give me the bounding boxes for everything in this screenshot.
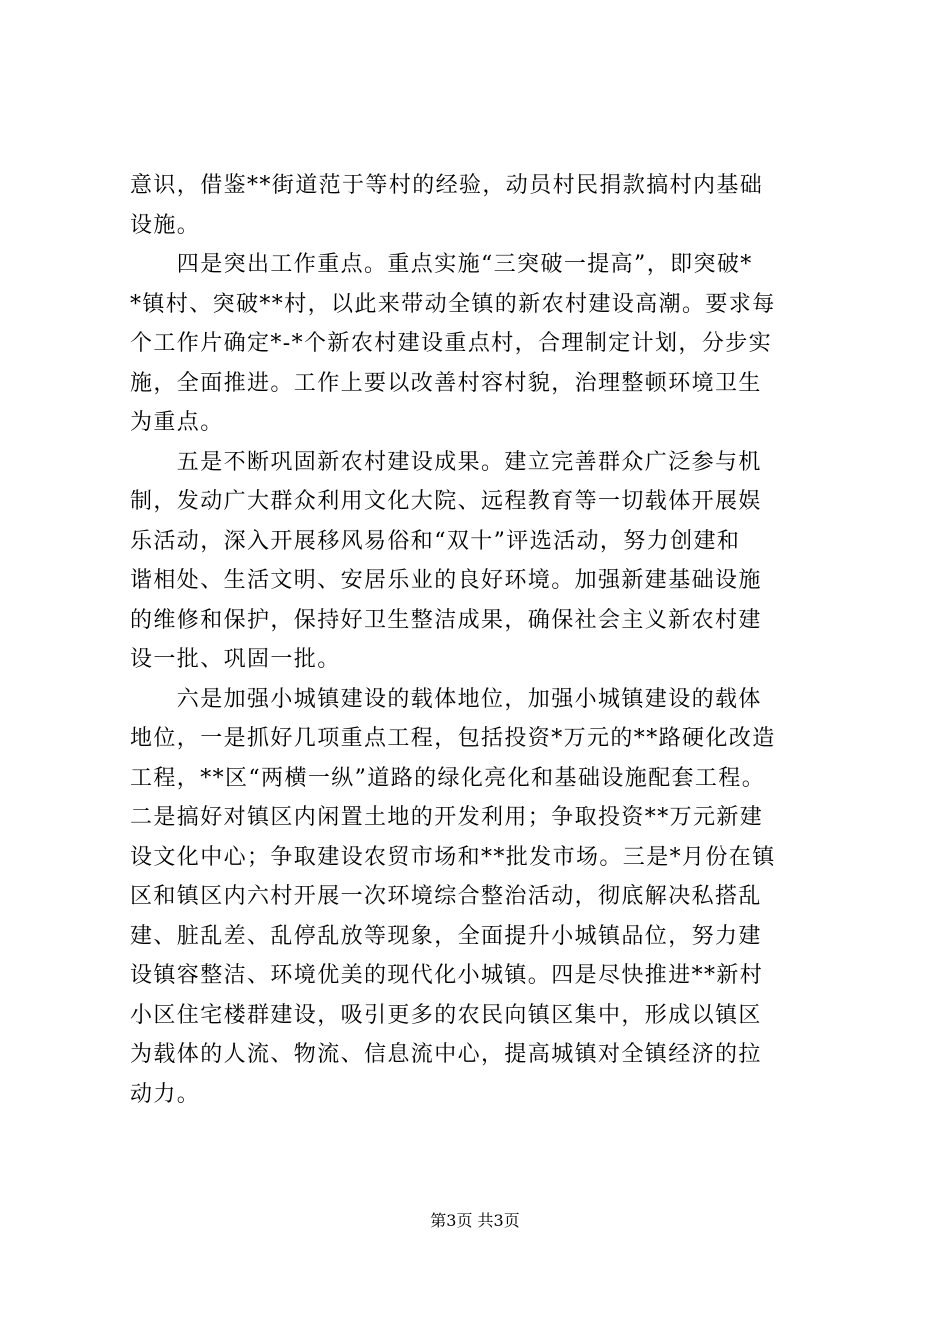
text-line: 建、脏乱差、乱停乱放等现象，全面提升小城镇品位，努力建	[130, 923, 762, 949]
text-line: 制，发动广大群众利用文化大院、远程教育等一切载体开展娱	[130, 489, 762, 514]
text-line: 乐活动，深入开展移风易俗和“双十”评选活动，努力创建和	[130, 528, 741, 554]
text-line: 二是搞好对镇区内闲置土地的开发利用；争取投资**万元新建	[130, 805, 764, 830]
text-line: 工程，**区“两横一纵”道路的绿化亮化和基础设施配套工程。	[130, 765, 766, 791]
text-line: 设镇容整洁、环境优美的现代化小城镇。四是尽快推进**新村	[130, 963, 764, 988]
page-number-footer: 第3页 共3页	[430, 1211, 520, 1230]
text-line: 设文化中心；争取建设农贸市场和**批发市场。三是*月份在镇	[130, 844, 776, 870]
text-line: 五是不断巩固新农村建设成果。建立完善群众广泛参与机	[130, 449, 762, 475]
text-line: 动力。	[130, 1081, 201, 1107]
text-line: 四是突出工作重点。重点实施“三突破一提高”，即突破*	[130, 252, 753, 277]
text-line: 地位，一是抓好几项重点工程，包括投资*万元的**路硬化改造	[130, 726, 776, 751]
text-line: 设施。	[130, 212, 201, 238]
text-line: 个工作片确定*-*个新农村建设重点村，合理制定计划，分步实	[130, 331, 773, 356]
text-line: 小区住宅楼群建设，吸引更多的农民向镇区集中，形成以镇区	[130, 1002, 762, 1028]
text-line: 六是加强小城镇建设的载体地位，加强小城镇建设的载体	[130, 686, 762, 712]
text-line: 区和镇区内六村开展一次环境综合整治活动，彻底解决私搭乱	[130, 884, 762, 909]
text-line: 为重点。	[130, 410, 224, 435]
text-line: 的维修和保护，保持好卫生整洁成果，确保社会主义新农村建	[130, 607, 762, 633]
text-line: 意识，借鉴**街道范于等村的经验，动员村民捐款搞村内基础	[130, 173, 764, 198]
text-line: 设一批、巩固一批。	[130, 647, 341, 672]
text-line: 为载体的人流、物流、信息流中心，提高城镇对全镇经济的拉	[130, 1042, 762, 1067]
text-line: 施，全面推进。工作上要以改善村容村貌，治理整顿环境卫生	[130, 370, 762, 396]
document-body	[130, 166, 835, 1114]
text-line: *镇村、突破**村，以此来带动全镇的新农村建设高潮。要求每	[130, 291, 776, 317]
text-line: 谐相处、生活文明、安居乐业的良好环境。加强新建基础设施	[130, 568, 762, 593]
